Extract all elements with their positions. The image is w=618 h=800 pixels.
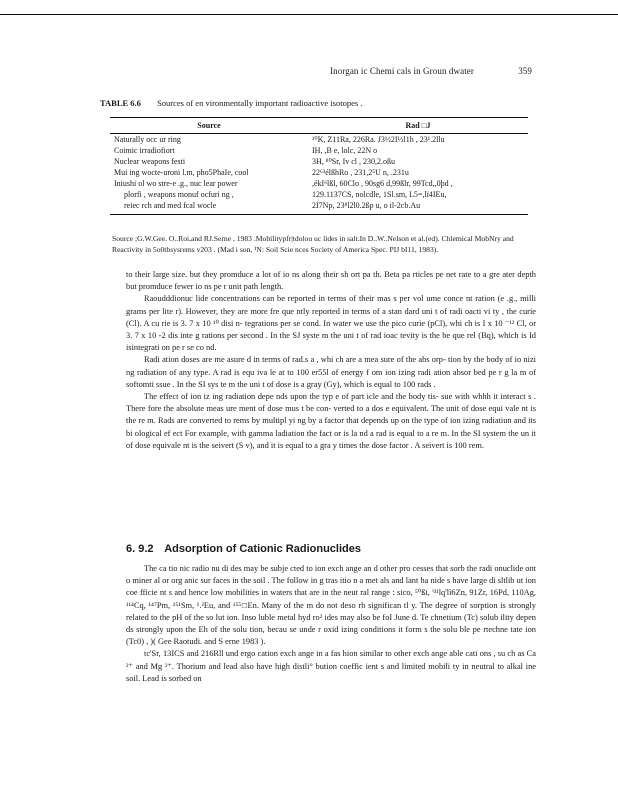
table-cell-radionuclide: 2I7Np, 23⁸l2l0.2ßp u, o il-2cb.Au	[308, 200, 528, 215]
table-row	[110, 145, 528, 156]
table-cell-source-text: plorfi , weapons monuf ocfuri ng ,	[124, 190, 234, 199]
table-cell-source: Iniushi ol wo stre-e .g., nuc lear power	[114, 179, 238, 188]
table-row	[110, 178, 528, 189]
table-cell-radionuclide: IH, ,B e, lolc, 22N o	[312, 146, 378, 155]
paragraph: Raoudddionuc lide concentrations can be reported in terms of their mas s per vol ume conce nt ration (e .g., milli grams per lite r). However, they are more fre que ntly reported in terms of a stan dard uni t of radi oacti vi ty , the curie (Cl). A cu rie is 3. 7 x 10 ¹⁰ disi n- tegrations per se cond. In water we use the pico curie (pCl), whi ch is I x 10 ⁻¹² Cl, or 3. 7 x 10 -2 dis inte g rations per second . In the SJ syste m the uni t of rad ioac tevity is the be que rel (Bq), which is Id isintegrati on pe r se co nd.	[126, 294, 536, 353]
table-cell-source: Nuclear weapons festi	[114, 157, 186, 166]
table-cell-radionuclide: 3H, ⁸⁰Sr, Iv cl , 230,2.oßu	[312, 157, 396, 166]
table-row	[110, 200, 528, 215]
running-header	[330, 66, 532, 76]
section-number: 6. 9.2	[126, 543, 154, 555]
page-number: 359	[518, 66, 532, 76]
table-cell-source: Mui ing wocte-uroni l.m, pho5PhaIe, cool	[114, 168, 249, 177]
radionuclide-source-table	[110, 117, 528, 215]
table-row	[110, 167, 528, 178]
table-label: TABLE 6.6	[100, 98, 141, 108]
paragraph: tc'Sr, 13ICS and 216Rll und ergo cation exch ange in a fas hion similar to other exch ange able cati ons , su ch as Ca ²⁺ and Mg ²⁺. Thorium and lead also have high distli° bution coeffic ient s and limited mobili ty in neutral to alkal ine soil. Lead is sorbed on	[126, 649, 536, 683]
table-source-note: Source ;G.W.Gee. O..Roi,and RJ.Serne , 1983 .Mobilitypfr|tdolou uc lides in salt.In D..W..Nelson et al.(ed). Chlemical MobNry and Reactivity in 5o0tbsysrems v203 . (Mad i son, ¹N: Soil Scie nces Society of America Spec. PIJ bI11, 1983).	[112, 234, 514, 254]
body-text-upper	[126, 269, 536, 452]
table-row	[110, 134, 528, 146]
table-row	[110, 189, 528, 200]
section-title: Adsorption of Cationic Radionuclides	[164, 543, 361, 555]
table-caption-text: Sources of en vironmentally important radioactive isotopes .	[157, 98, 363, 108]
table-cell-source: Coimic irradiofiort	[114, 146, 175, 155]
table-row	[110, 156, 528, 167]
section-heading	[126, 543, 361, 555]
table-header-source: Source	[110, 118, 308, 134]
table-cell-radionuclide: 129.1137CS, nolcdle, 1Sl.sm, L5=,lï4IEu,	[312, 190, 447, 199]
body-text-lower	[126, 563, 536, 685]
table-header-radionuclide: Rad □J	[308, 118, 528, 134]
table-cell-source: Naturally occ ur ring	[114, 135, 181, 144]
table-cell-source	[110, 200, 308, 215]
table-caption	[100, 98, 362, 108]
paragraph: The ca tio nic radio nu di des may be subje cted to ion exch ange an d other pro cesses that sorb the radi onuclide ont o miner al or org anic sur faces in the soil . The follow in g tras itio n a met als and lant ha nide s have large di sltlib ut ion coe fficie nt s and hence low mobilities in waters that are in the neut ral range : sico, ⁵⁰ßi, ⁱ³¹lq'lì6Zn, 91Zr, 16Pd, 110Ag, ¹¹⁴Cq, ¹⁴⁷Pm, ¹⁵¹Sm, ¹.²Eu, and ¹⁵⁵□En. Many of the m do not deso rb significan tl y. The degree of sorption is strongly related to the pH of the so lut ion. Inso luble metal hyd ro² ides may also be foI June d. Te chnetium (Tc) solub ility depen ds strongly upon the Eh of the solu tion, becau se unde r oxid izing conditions it form s the solu ble pe rtechne tate ion (Tc0) , )( Gee Raotudi. and S erne 1983 ).	[126, 564, 536, 647]
paragraph: to their large size. but they promduce a lot of io ns along their sh ort pa th. Beta pa rticles pe net rate to a gre ater depth but promduce fewer io ns pe r unit path length.	[126, 270, 536, 292]
table-header-row	[110, 118, 528, 134]
table-cell-radionuclide: 22⁶³élßhRo , 231,2⁵U n, .231u	[312, 168, 409, 177]
running-header-title: Inorgan ic Chemi cals in Groun dwater	[330, 66, 474, 76]
paragraph: The effect of ion iz ing radiation depe nds upon the typ e of part icle and the body tis- sue with whhh it interact s . There fore the absolute meas ure ment of dose mus t be con- verted to a dos e equivalent. The unit of dose equi vale nt is the re m. Rads are converted to rems by multipl yi ng by a factor that depends up on the type of ion izing radiatiun and its bi ological ef ect For example, with gamma ladiation the fact or is la nd a rad is equal to a re m. In the SI system the un it of dose equivale nt is the seivert (S v), and it is equal to a gra y times the dose factor . A seivert is 100 rem.	[126, 392, 536, 450]
table-cell-radionuclide: ¹⁰K, Z11Ra, 226Ra. J3½2I½l1h , 23¹.2llu	[312, 135, 445, 144]
table-cell-source	[110, 189, 308, 200]
paragraph: Radi ation doses are me asure d in terms of rad.s a , whi ch are a mea sure of the abs orp- tion by the body of io nizi ng radiation of any type. A rad is equ iva le at to 100 er55l of energy f om ion izing radi ation absor bed pe r g la m of softomti ssue . In the SI sys te m the uni t of dose is a gray (Gy), which is equal to 100 rads .	[126, 355, 536, 389]
table-cell-source-text: reiec rch and med fcal wocle	[124, 201, 217, 210]
table-cell-radionuclide: ,ékI⁶lßl, 60Clo , 90sg6 d,99ßlr, 99Tcd,,0þd ,	[312, 179, 453, 188]
top-rule	[0, 14, 618, 15]
